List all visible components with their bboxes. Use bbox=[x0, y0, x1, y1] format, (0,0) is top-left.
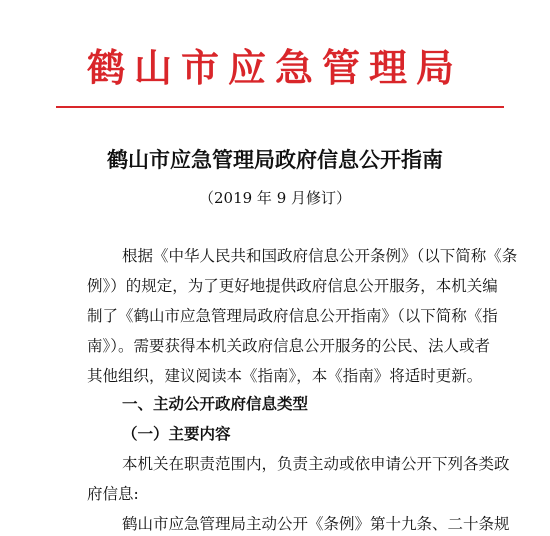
intro-line-1: 根据《中华人民共和国政府信息公开条例》（以下简称《条 bbox=[122, 247, 518, 265]
document-revision: （2019 年 9 月修订） bbox=[198, 189, 352, 207]
body-line-3: 鹤山市应急管理局主动公开《条例》第十九条、二十条规 bbox=[122, 515, 510, 533]
body-line-1: 本机关在职责范围内，负责主动或依申请公开下列各类政 bbox=[122, 455, 510, 473]
document-title: 鹤山市应急管理局政府信息公开指南 bbox=[107, 147, 443, 172]
subsection-1-heading: （一）主要内容 bbox=[122, 424, 231, 443]
letterhead-title: 鹤山市应急管理局 bbox=[86, 45, 463, 90]
letterhead-red-rule bbox=[56, 106, 504, 108]
body-line-2: 府信息: bbox=[87, 485, 139, 503]
intro-line-4: 南》）。需要获得本机关政府信息公开服务的公民、法人或者 bbox=[87, 337, 491, 355]
intro-line-2: 例》）的规定，为了更好地提供政府信息公开服务，本机关编 bbox=[87, 277, 498, 295]
intro-line-3: 制了《鹤山市应急管理局政府信息公开指南》（以下简称《指 bbox=[87, 307, 498, 325]
intro-line-5: 其他组织，建议阅读本《指南》，本《指南》将适时更新。 bbox=[87, 367, 483, 385]
section-1-heading: 一、主动公开政府信息类型 bbox=[122, 394, 309, 413]
